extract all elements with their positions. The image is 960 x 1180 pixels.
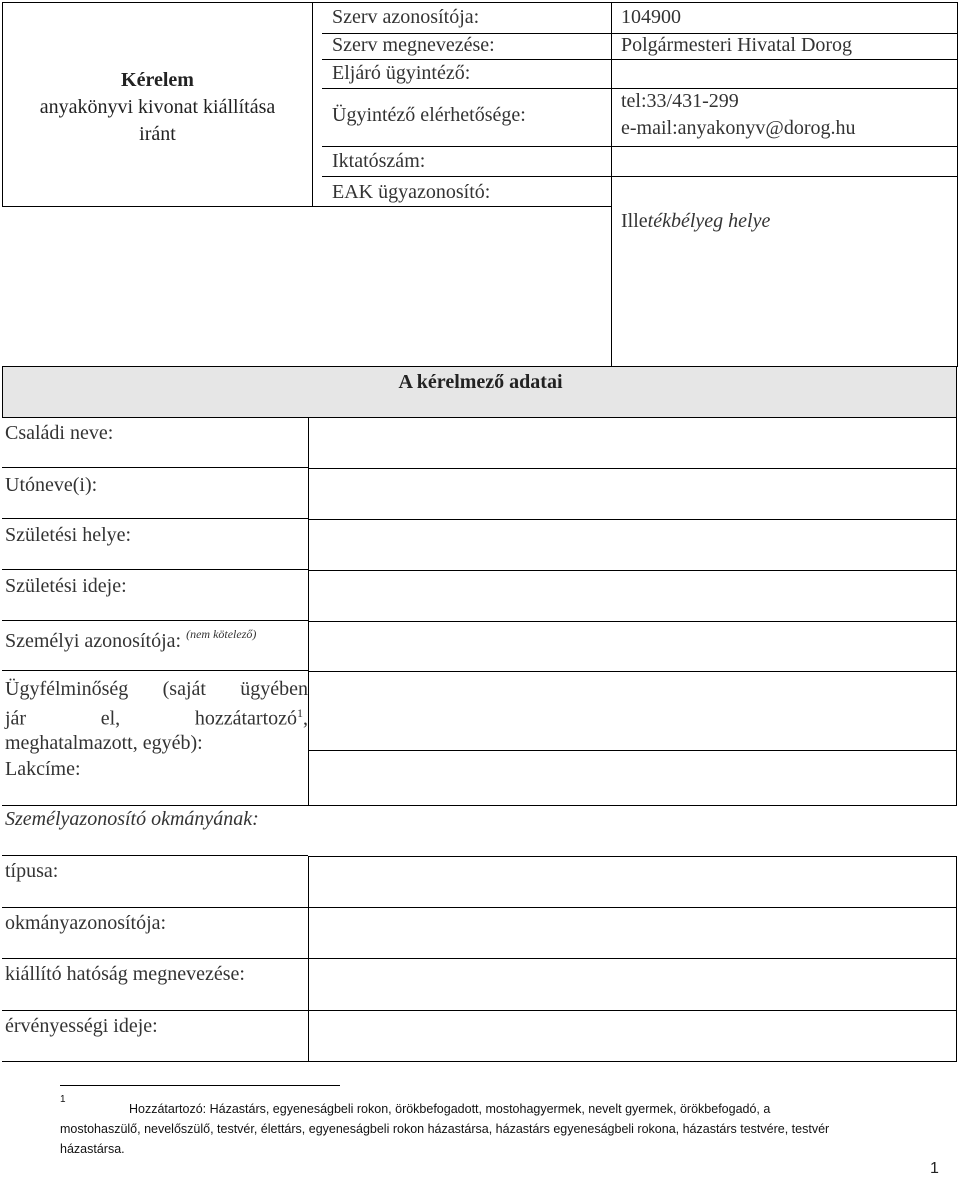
family-name-input[interactable]: [308, 417, 957, 469]
org-id-value: 104900: [621, 6, 681, 28]
issuer-label: kiállító hatóság megnevezése:: [5, 963, 245, 985]
validity-input[interactable]: [308, 1010, 957, 1062]
section-title: A kérelmező adatai: [398, 371, 563, 393]
filing-number-label: Iktatószám:: [332, 150, 426, 172]
footnote-mark: 1: [60, 1094, 66, 1105]
officer-label: Eljáró ügyintéző:: [332, 62, 471, 84]
family-name-label: Családi neve:: [5, 422, 114, 444]
form-subtitle: anyakönyvi kivonat kiállítása: [39, 96, 276, 118]
footnote-line-3: házastársa.: [60, 1142, 125, 1156]
given-name-label: Utóneve(i):: [5, 474, 98, 496]
officer-contact-label: Ügyintéző elérhetősége:: [332, 104, 526, 126]
address-label: Lakcíme:: [5, 758, 81, 780]
address-input[interactable]: [308, 750, 957, 806]
doc-type-input[interactable]: [308, 856, 957, 908]
personal-id-label: Személyi azonosítója: $^{(nem kötelező)}$: [5, 627, 257, 652]
client-role-input[interactable]: [308, 671, 957, 751]
issuer-input[interactable]: [308, 958, 957, 1011]
officer-phone: tel:33/431-299: [621, 90, 739, 112]
eak-id-label: EAK ügyazonosító:: [332, 181, 491, 203]
header-left-cell: [2, 2, 313, 207]
org-id-label: Szerv azonosítója:: [332, 6, 480, 28]
given-name-input[interactable]: [308, 468, 957, 520]
birth-place-input[interactable]: [308, 519, 957, 571]
section-header: [2, 366, 957, 418]
doc-number-input[interactable]: [308, 907, 957, 959]
birth-date-label: Születési ideje:: [5, 575, 127, 597]
footnote-line-2: mostohaszülő, nevelőszülő, testvér, élettárs, egyeneságbeli rokon házastársa, házastárs egyeneságbeli rokona, házastárs testvére, testvér: [60, 1122, 830, 1136]
doc-type-label: típusa:: [5, 860, 59, 882]
validity-label: érvényességi ideje:: [5, 1015, 158, 1037]
optional-note: (nem kötelező): [186, 627, 257, 641]
officer-email: e-mail:anyakonyv@dorog.hu: [621, 117, 856, 139]
personal-id-input[interactable]: [308, 621, 957, 672]
id-document-heading: Személyazonosító okmányának:: [5, 808, 259, 830]
stamp-placeholder: Illetékbélyeg helye: [621, 210, 771, 232]
footnote-line-1: Hozzátartozó: Házastárs, egyeneságbeli rokon, örökbefogadott, mostohagyermek, nevelt gyermek, örökbefogadó, a: [129, 1102, 771, 1116]
birth-place-label: Születési helye:: [5, 524, 132, 546]
birth-date-input[interactable]: [308, 570, 957, 622]
client-role-label: Ügyfélminőség (saját ügyében jár el, hozzátartozó$^1$, meghatalmazott, egyéb):: [5, 678, 308, 754]
page-number: 1: [930, 1160, 939, 1177]
footnote-rule: [60, 1085, 340, 1086]
form-title: Kérelem: [121, 69, 194, 91]
form-subtitle-2: iránt: [139, 123, 176, 145]
org-name-label: Szerv megnevezése:: [332, 34, 495, 56]
org-name-value: Polgármesteri Hivatal Dorog: [621, 34, 853, 56]
doc-number-label: okmányazonosítója:: [5, 912, 167, 934]
